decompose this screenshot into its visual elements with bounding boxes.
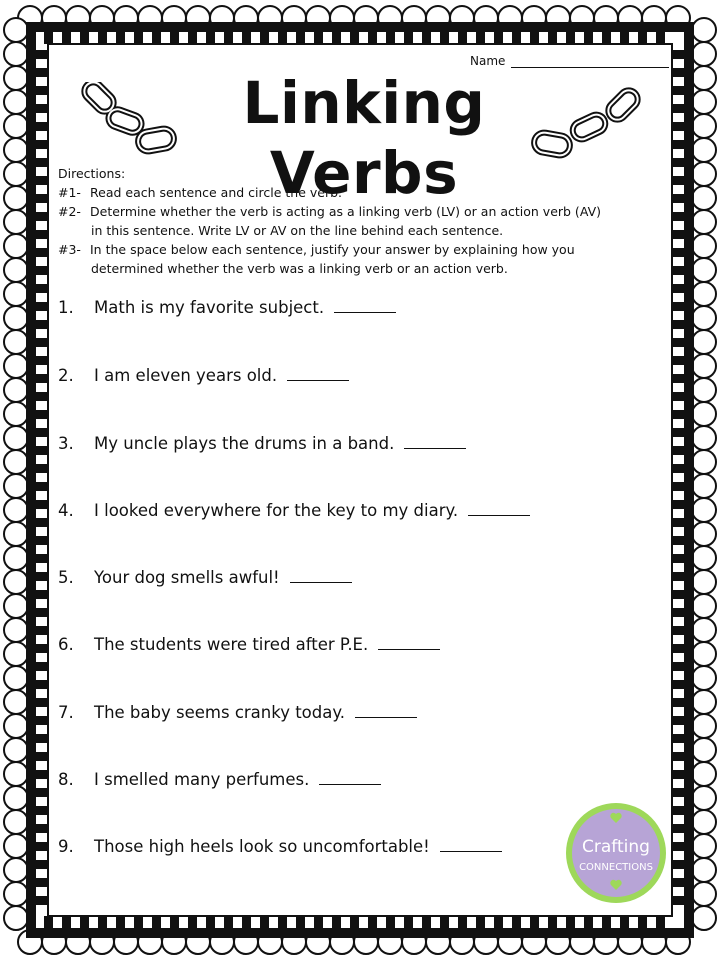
- border-dash: [672, 356, 684, 365]
- border-dash: [672, 104, 684, 113]
- border-dash: [36, 50, 48, 59]
- answer-blank[interactable]: [440, 837, 502, 852]
- border-scallop: [692, 834, 716, 858]
- border-scallop: [4, 282, 28, 306]
- border-dash: [672, 662, 684, 671]
- border-dash: [672, 68, 684, 77]
- border-scallop: [692, 258, 716, 282]
- border-dash: [672, 572, 684, 581]
- border-dash: [44, 32, 53, 44]
- border-dash: [36, 302, 48, 311]
- border-scallop: [692, 90, 716, 114]
- border-dash: [36, 860, 48, 869]
- border-dash: [36, 194, 48, 203]
- question-number: 4.: [58, 501, 74, 520]
- border-dash: [566, 32, 575, 44]
- border-scallop: [692, 714, 716, 738]
- question-item: [58, 434, 466, 453]
- border-dash: [672, 842, 684, 851]
- border-dash: [36, 572, 48, 581]
- border-dash: [36, 122, 48, 131]
- border-dash: [36, 266, 48, 275]
- border-dash: [260, 916, 269, 928]
- border-dash: [656, 916, 665, 928]
- border-scallop: [4, 618, 28, 642]
- question-number: 8.: [58, 770, 74, 789]
- border-dash: [386, 916, 395, 928]
- question-number: 1.: [58, 298, 74, 317]
- border-dash: [672, 752, 684, 761]
- border-dash: [386, 32, 395, 44]
- border-scallop: [692, 162, 716, 186]
- border-dash: [188, 916, 197, 928]
- border-scallop: [4, 498, 28, 522]
- border-dash: [242, 916, 251, 928]
- border-scallop: [692, 450, 716, 474]
- border-dash: [672, 500, 684, 509]
- border-dash: [80, 32, 89, 44]
- border-dash: [672, 266, 684, 275]
- border-dash: [368, 32, 377, 44]
- border-scallop: [4, 330, 28, 354]
- border-scallop: [692, 666, 716, 690]
- border-scallop: [4, 786, 28, 810]
- border-dash: [672, 716, 684, 725]
- border-dash: [602, 32, 611, 44]
- border-scallop: [692, 42, 716, 66]
- question-number: 5.: [58, 568, 74, 587]
- border-dash: [672, 428, 684, 437]
- border-dash: [188, 32, 197, 44]
- border-scallop: [692, 138, 716, 162]
- border-scallop: [692, 330, 716, 354]
- question-text: I am eleven years old.: [94, 366, 278, 385]
- border-dash: [672, 446, 684, 455]
- border-scallop: [4, 594, 28, 618]
- border-dash: [36, 824, 48, 833]
- question-item: [58, 568, 352, 587]
- border-dash: [36, 554, 48, 563]
- border-dash: [278, 916, 287, 928]
- border-scallop: [692, 234, 716, 258]
- border-scallop: [4, 162, 28, 186]
- directions-heading: Directions:: [58, 166, 126, 181]
- border-dash: [458, 916, 467, 928]
- answer-blank[interactable]: [468, 501, 530, 516]
- border-dash: [672, 302, 684, 311]
- answer-blank[interactable]: [319, 770, 381, 785]
- border-dash: [350, 916, 359, 928]
- border-dash: [36, 878, 48, 887]
- answer-blank[interactable]: [404, 434, 466, 449]
- border-scallop: [4, 66, 28, 90]
- border-scallop: [4, 450, 28, 474]
- border-scallop: [4, 402, 28, 426]
- border-dash: [672, 50, 684, 59]
- direction-step: #1- Read each sentence and circle the verb.: [58, 185, 343, 200]
- border-dash: [36, 896, 48, 905]
- border-dash: [36, 608, 48, 617]
- border-dash: [672, 770, 684, 779]
- border-dash: [314, 916, 323, 928]
- border-dash: [36, 752, 48, 761]
- border-scallop: [692, 474, 716, 498]
- border-dash: [296, 916, 305, 928]
- border-dash: [672, 158, 684, 167]
- border-dash: [170, 916, 179, 928]
- border-dash: [36, 464, 48, 473]
- border-dash: [584, 916, 593, 928]
- answer-blank[interactable]: [290, 568, 352, 583]
- border-scallop: [692, 810, 716, 834]
- border-dash: [36, 500, 48, 509]
- border-dash: [620, 916, 629, 928]
- name-field[interactable]: [470, 54, 669, 68]
- border-dash: [36, 248, 48, 257]
- border-dash: [36, 176, 48, 185]
- border-scallop: [4, 186, 28, 210]
- border-scallop: [4, 234, 28, 258]
- border-dash: [98, 32, 107, 44]
- answer-blank[interactable]: [287, 366, 349, 381]
- border-dash: [36, 284, 48, 293]
- border-scallop: [4, 762, 28, 786]
- border-dash: [278, 32, 287, 44]
- border-dash: [332, 32, 341, 44]
- border-scallop: [4, 882, 28, 906]
- border-scallop: [692, 378, 716, 402]
- border-scallop: [692, 186, 716, 210]
- directions: [58, 164, 668, 278]
- answer-blank[interactable]: [378, 635, 440, 650]
- border-dash: [476, 32, 485, 44]
- border-dash: [602, 916, 611, 928]
- border-scallop: [4, 42, 28, 66]
- direction-step: #3- In the space below each sentence, justify your answer by explaining how you: [58, 242, 575, 257]
- border-dash: [638, 32, 647, 44]
- border-dash: [36, 338, 48, 347]
- question-number: 6.: [58, 635, 74, 654]
- question-text: I smelled many perfumes.: [94, 770, 310, 789]
- border-dash: [36, 770, 48, 779]
- border-dash: [98, 916, 107, 928]
- border-dash: [36, 788, 48, 797]
- border-dash: [36, 320, 48, 329]
- border-scallop: [692, 906, 716, 930]
- border-scallop: [4, 306, 28, 330]
- border-scallop: [692, 858, 716, 882]
- border-dash: [62, 32, 71, 44]
- border-dash: [672, 644, 684, 653]
- border-dash: [548, 32, 557, 44]
- border-dash: [36, 158, 48, 167]
- border-dash: [672, 860, 684, 869]
- answer-blank[interactable]: [355, 703, 417, 718]
- border-scallop: [4, 426, 28, 450]
- border-dash: [80, 916, 89, 928]
- crafting-connections-logo: [563, 800, 669, 906]
- border-dash: [512, 32, 521, 44]
- border-dash: [672, 896, 684, 905]
- border-dash: [530, 32, 539, 44]
- border-dash: [36, 716, 48, 725]
- border-scallop: [4, 138, 28, 162]
- border-dash: [672, 410, 684, 419]
- page-title: Linking Verbs: [242, 69, 486, 207]
- border-scallop: [4, 522, 28, 546]
- svg-text:Crafting: Crafting: [582, 837, 650, 857]
- border-dash: [36, 104, 48, 113]
- border-dash: [672, 554, 684, 563]
- border-dash: [672, 536, 684, 545]
- question-text: The students were tired after P.E.: [94, 635, 369, 654]
- question-text: My uncle plays the drums in a band.: [94, 434, 395, 453]
- border-scallop: [4, 642, 28, 666]
- question-number: 7.: [58, 703, 74, 722]
- border-dash: [152, 916, 161, 928]
- border-dash: [672, 122, 684, 131]
- border-dash: [672, 608, 684, 617]
- border-dash: [672, 680, 684, 689]
- border-scallop: [692, 570, 716, 594]
- border-dash: [672, 590, 684, 599]
- question-number: 2.: [58, 366, 74, 385]
- border-dash: [422, 916, 431, 928]
- svg-text:CONNECTIONS: CONNECTIONS: [579, 862, 653, 873]
- border-dash: [672, 374, 684, 383]
- question-text: Your dog smells awful!: [94, 568, 280, 587]
- border-scallop: [692, 426, 716, 450]
- border-dash: [36, 230, 48, 239]
- border-dash: [620, 32, 629, 44]
- border-dash: [332, 916, 341, 928]
- border-dash: [152, 32, 161, 44]
- border-dash: [672, 392, 684, 401]
- question-text: The baby seems cranky today.: [94, 703, 346, 722]
- border-dash: [672, 464, 684, 473]
- border-scallop: [692, 618, 716, 642]
- border-dash: [672, 788, 684, 797]
- border-scallop: [692, 690, 716, 714]
- question-item: [58, 770, 381, 789]
- border-scallop: [692, 114, 716, 138]
- border-dash: [440, 32, 449, 44]
- border-scallop: [692, 306, 716, 330]
- border-dash: [672, 806, 684, 815]
- border-dash: [36, 446, 48, 455]
- border-scallop: [4, 546, 28, 570]
- border-dash: [36, 86, 48, 95]
- border-dash: [476, 916, 485, 928]
- border-scallop: [692, 594, 716, 618]
- border-dash: [368, 916, 377, 928]
- border-dash: [134, 32, 143, 44]
- border-dash: [314, 32, 323, 44]
- border-scallop: [4, 714, 28, 738]
- border-scallop: [4, 858, 28, 882]
- border-dash: [134, 916, 143, 928]
- border-dash: [296, 32, 305, 44]
- border-dash: [672, 338, 684, 347]
- border-dash: [672, 230, 684, 239]
- border-dash: [672, 320, 684, 329]
- question-number: 9.: [58, 837, 74, 856]
- border-scallop: [4, 114, 28, 138]
- question-text: Math is my favorite subject.: [94, 298, 325, 317]
- border-scallop: [4, 810, 28, 834]
- border-dash: [672, 248, 684, 257]
- border-dash: [512, 916, 521, 928]
- question-item: [58, 366, 349, 385]
- border-dash: [672, 176, 684, 185]
- border-dash: [36, 68, 48, 77]
- direction-step-continued: in this sentence. Write LV or AV on the line behind each sentence.: [91, 223, 504, 238]
- border-dash: [36, 536, 48, 545]
- border-dash: [440, 916, 449, 928]
- border-scallop: [692, 402, 716, 426]
- border-dash: [206, 32, 215, 44]
- border-dash: [36, 518, 48, 527]
- border-scallop: [4, 474, 28, 498]
- border-dash: [36, 842, 48, 851]
- border-dash: [224, 916, 233, 928]
- border-scallop: [4, 738, 28, 762]
- direction-step-continued: determined whether the verb was a linking verb or an action verb.: [91, 261, 508, 276]
- border-dash: [36, 140, 48, 149]
- border-dash: [170, 32, 179, 44]
- border-scallop: [692, 738, 716, 762]
- border-scallop: [692, 786, 716, 810]
- border-dash: [224, 32, 233, 44]
- question-text: I looked everywhere for the key to my diary.: [94, 501, 459, 520]
- name-blank[interactable]: [511, 54, 669, 68]
- border-dash: [36, 806, 48, 815]
- border-dash: [548, 916, 557, 928]
- border-scallop: [4, 570, 28, 594]
- border-dash: [36, 482, 48, 491]
- border-dash: [404, 916, 413, 928]
- border-scallop: [4, 834, 28, 858]
- border-scallop: [692, 18, 716, 42]
- border-dash: [672, 734, 684, 743]
- direction-step: #2- Determine whether the verb is acting as a linking verb (LV) or an action verb (AV): [58, 204, 601, 219]
- border-dash: [656, 32, 665, 44]
- border-dash: [44, 916, 53, 928]
- border-scallop: [692, 66, 716, 90]
- question-item: [58, 298, 396, 317]
- border-scallop: [4, 210, 28, 234]
- border-dash: [672, 140, 684, 149]
- border-dash: [36, 590, 48, 599]
- border-dash: [672, 482, 684, 491]
- border-dash: [36, 680, 48, 689]
- border-dash: [36, 392, 48, 401]
- border-scallop: [4, 690, 28, 714]
- border-scallop: [692, 282, 716, 306]
- chain-icon: [526, 82, 656, 172]
- border-dash: [36, 662, 48, 671]
- border-dash: [672, 878, 684, 887]
- question-item: [58, 837, 502, 856]
- border-dash: [116, 916, 125, 928]
- border-dash: [672, 194, 684, 203]
- border-dash: [36, 374, 48, 383]
- border-dash: [36, 734, 48, 743]
- border-scallop: [692, 354, 716, 378]
- question-item: [58, 635, 440, 654]
- border-scallop: [692, 210, 716, 234]
- border-scallop: [4, 906, 28, 930]
- name-label: Name: [470, 54, 506, 68]
- border-dash: [36, 626, 48, 635]
- border-scallop: [4, 378, 28, 402]
- border-scallop: [4, 258, 28, 282]
- border-dash: [638, 916, 647, 928]
- question-item: [58, 501, 530, 520]
- border-dash: [36, 212, 48, 221]
- border-dash: [672, 86, 684, 95]
- border-dash: [350, 32, 359, 44]
- border-scallop: [4, 666, 28, 690]
- border-dash: [530, 916, 539, 928]
- border-scallop: [692, 498, 716, 522]
- border-dash: [672, 698, 684, 707]
- question-text: Those high heels look so uncomfortable!: [94, 837, 430, 856]
- border-dash: [584, 32, 593, 44]
- border-dash: [36, 428, 48, 437]
- border-dash: [458, 32, 467, 44]
- border-dash: [260, 32, 269, 44]
- border-scallop: [692, 882, 716, 906]
- border-dash: [62, 916, 71, 928]
- border-dash: [36, 644, 48, 653]
- border-scallop: [4, 90, 28, 114]
- border-scallop: [4, 354, 28, 378]
- border-dash: [672, 626, 684, 635]
- border-scallop: [692, 546, 716, 570]
- border-dash: [494, 32, 503, 44]
- border-dash: [36, 356, 48, 365]
- border-dash: [494, 916, 503, 928]
- border-dash: [672, 284, 684, 293]
- border-dash: [116, 32, 125, 44]
- border-dash: [566, 916, 575, 928]
- border-scallop: [692, 762, 716, 786]
- border-dash: [206, 916, 215, 928]
- border-scallop: [692, 522, 716, 546]
- border-dash: [242, 32, 251, 44]
- border-dash: [36, 410, 48, 419]
- question-item: [58, 703, 417, 722]
- border-dash: [404, 32, 413, 44]
- answer-blank[interactable]: [334, 298, 396, 313]
- border-scallop: [4, 18, 28, 42]
- border-dash: [672, 518, 684, 527]
- border-dash: [36, 698, 48, 707]
- border-dash: [422, 32, 431, 44]
- border-dash: [672, 824, 684, 833]
- border-scallop: [692, 642, 716, 666]
- border-dash: [672, 212, 684, 221]
- question-number: 3.: [58, 434, 74, 453]
